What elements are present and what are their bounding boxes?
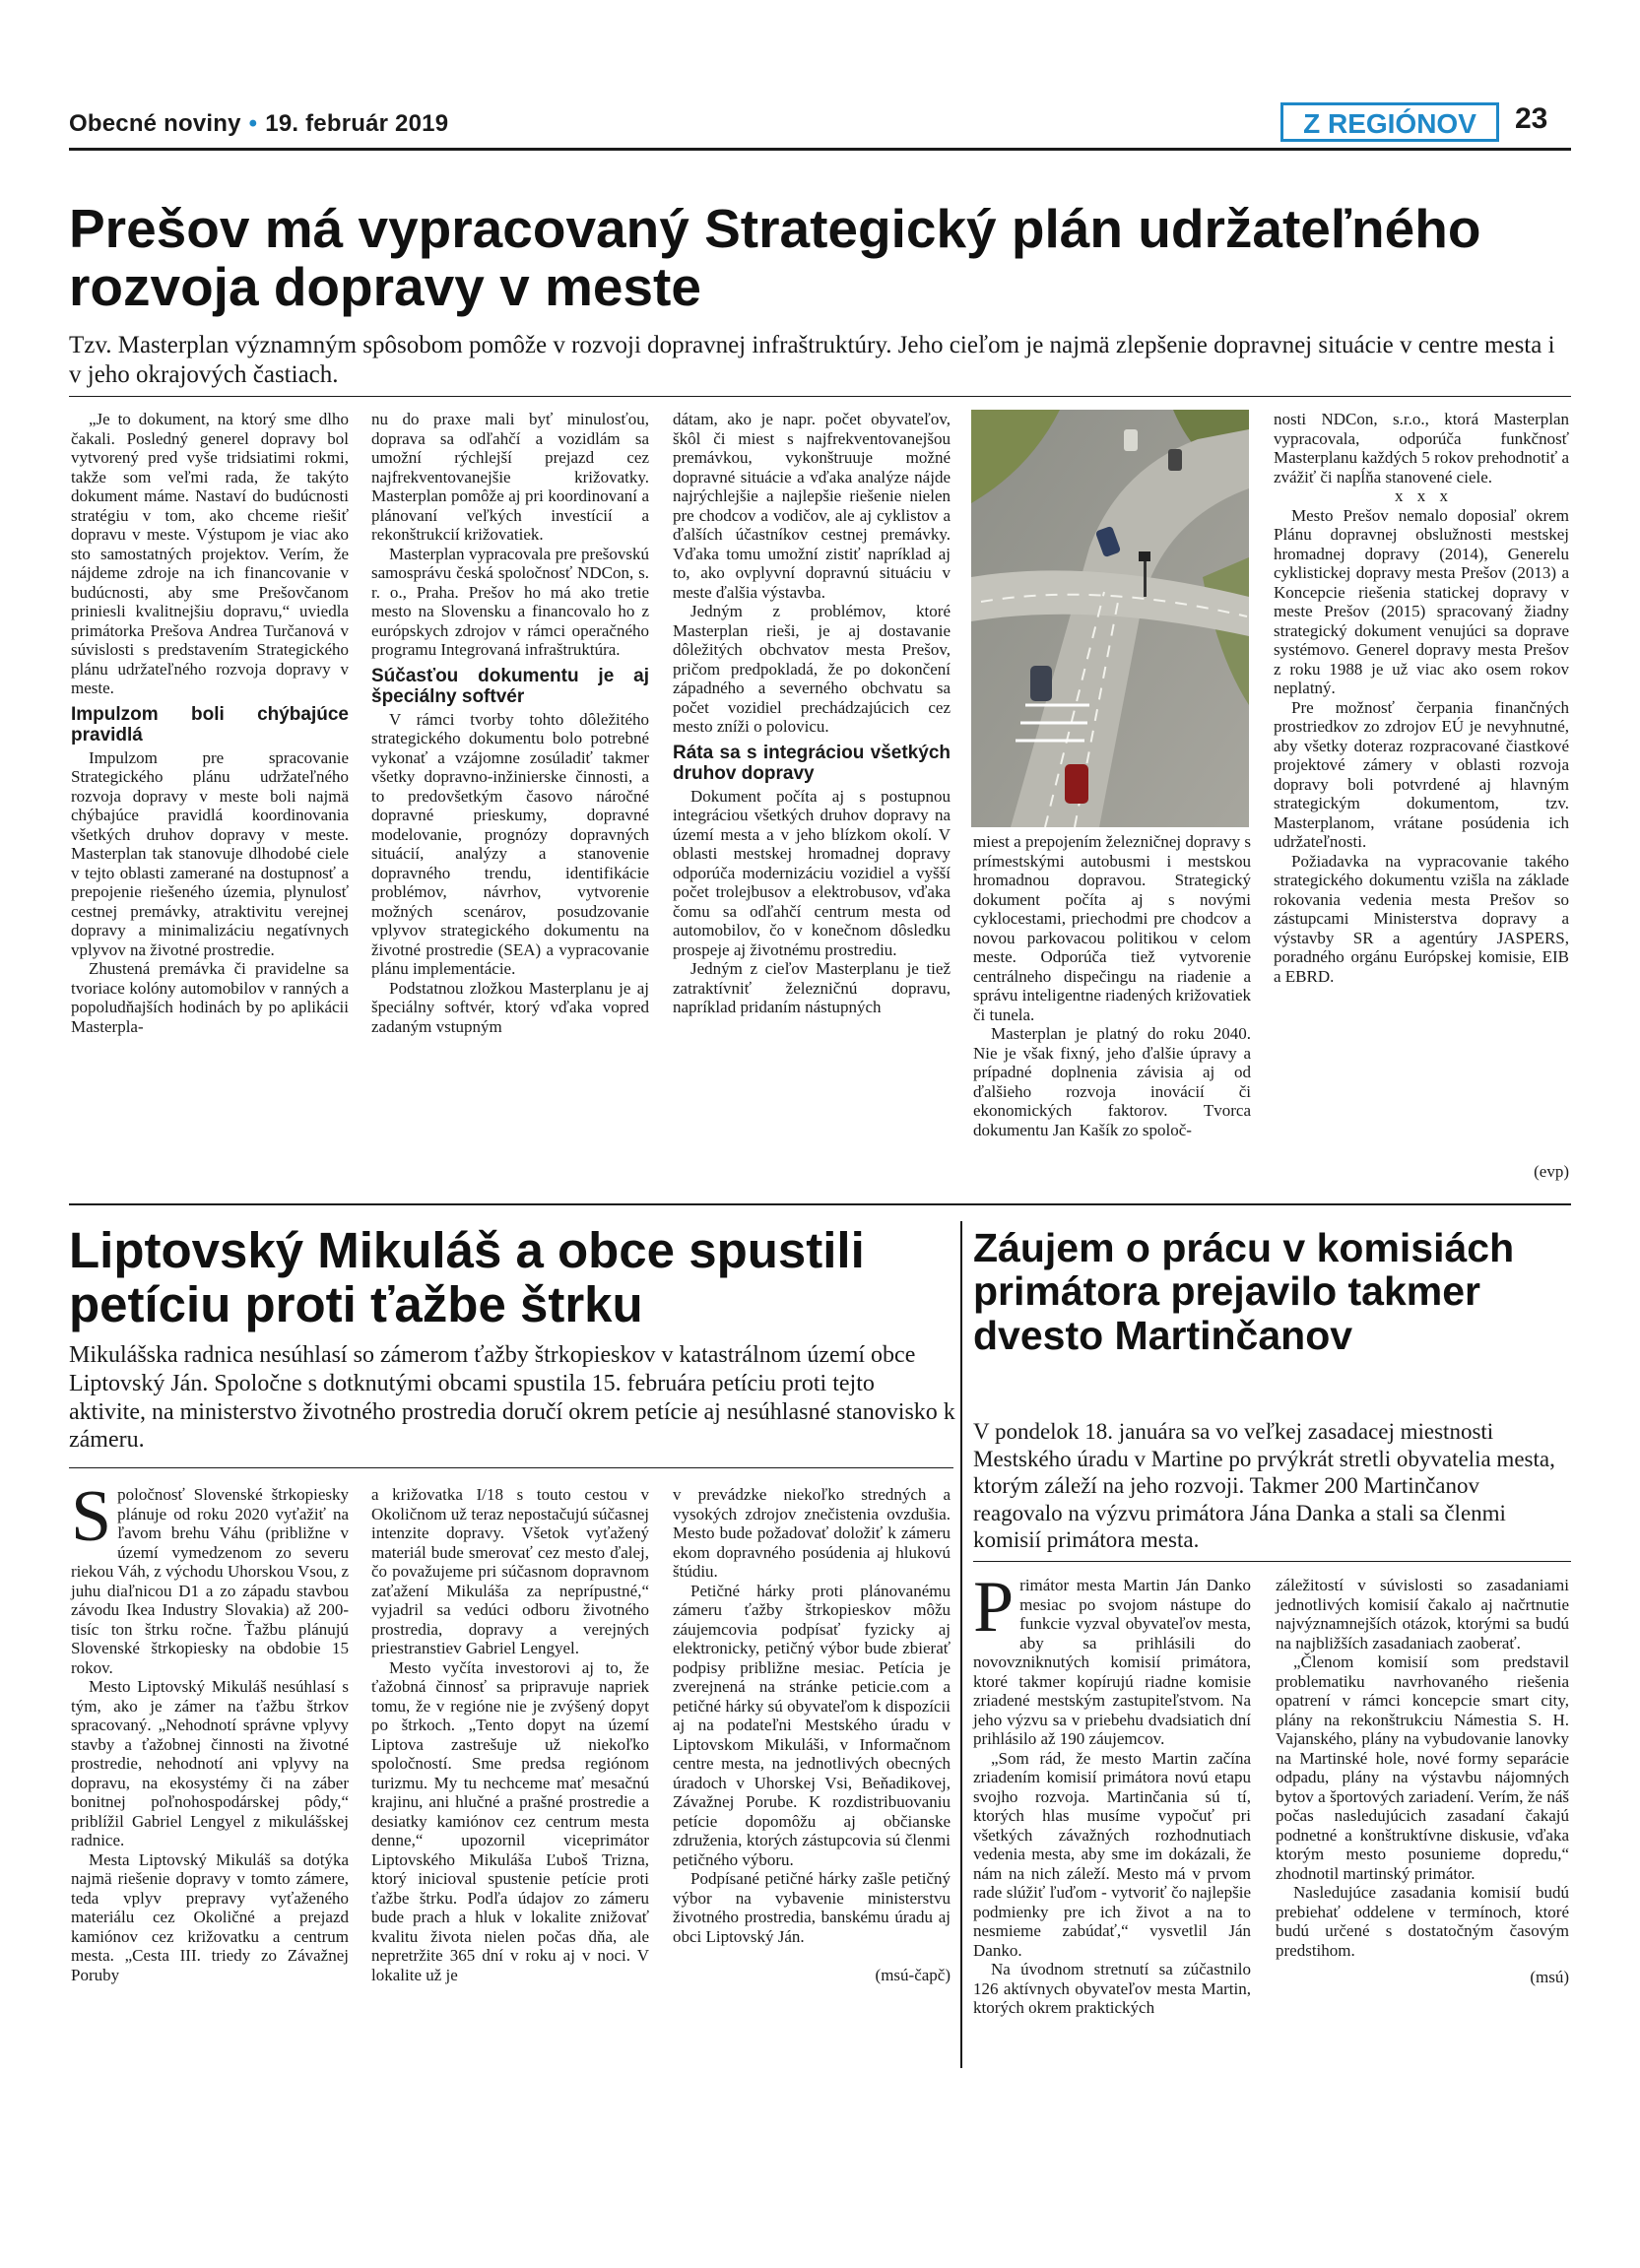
paragraph: záležitostí v súvislosti so zasadaniami jednotlivých komisií čakalo aj načrtnutie najvýznamnejších otázok, ktorými sa budú na najbližších zasadaniach zaoberať. — [1276, 1576, 1569, 1652]
article3-lead: V pondelok 18. januára sa vo veľkej zasadacej miestnosti Mestského úradu v Martine po prvýkrát stretli obyvatelia mesta, ktorým záleží na jeho rozvoji. Takmer 200 Martinčanov reagovalo na výzvu primátora Jána Danka a stali sa členmi komisií primátora mesta. — [973, 1419, 1555, 1553]
article3-column-1 — [973, 1567, 1251, 2018]
paragraph: nosti NDCon, s.r.o., ktorá Masterplan vypracovala, odporúča funkčnosť Masterplanu každých 5 rokov prehodnotiť a zvážiť či napĺňa stanovené ciele. — [1274, 410, 1569, 486]
paragraph: Masterplan je platný do roku 2040. Nie je však fixný, jeho ďalšie úpravy a prípadné doplnenia závisia aj od ďalšieho rozvoja inovácií či ekonomických faktorov. Tvorca dokumentu Jan Kašík zo spoloč- — [973, 1024, 1251, 1139]
paragraph: miest a prepojením železničnej dopravy s prímestskými autobusmi i mestskou hromadnou dopravou. Strategický dokument počíta aj s novými cyklocestami, priechodmi pre chodcov a novou parkovacou politikou v celom meste. Odporúča tiež vytvorenie centrálneho dispečingu na riadenie a správu inteligentne riadených križovatiek či tunela. — [973, 832, 1251, 1024]
subheading: Súčasťou dokumentu je aj špeciálny softvér — [371, 665, 649, 707]
article1-lead-rule — [69, 396, 1571, 397]
paragraph: Impulzom pre spracovanie Strategického plánu udržateľného rozvoja dopravy v meste boli najmä chýbajúce pravidlá koordinovania všetkých druhov dopravy v meste. Masterplan tak stanovuje dlhodobé ciele v tejto oblasti zamerané na dostupnosť a prepojenie riešeného územia, plynulosť cestnej premávky, atraktivitu verejnej dopravy a minimalizáciu negatívnych vplyvov na životné prostredie. — [71, 747, 349, 959]
column-divider — [960, 1221, 962, 2068]
paragraph: Dokument počíta aj s postupnou integráciou všetkých druhov dopravy na území mesta a v jeho blízkom okolí. V oblasti mestskej hromadnej dopravy odporúča modernizáciu vozidiel a vyšší počet trolejbusov a elektrobusov, vďaka čomu sa odľahčí centrum mesta od automobilov, čo v konečnom dôsledku prospeje aj životnému prostrediu. — [673, 786, 951, 959]
article3-column-2 — [1276, 1576, 1569, 1987]
header-rule — [69, 148, 1571, 151]
article2-column-3 — [673, 1485, 951, 1985]
article1-column-5 — [1274, 410, 1569, 986]
paragraph: v prevádzke niekoľko stredných a vysokých zdrojov znečistenia ovzdušia. Mesto bude požadovať doložiť k zámeru ekom dopravného posúdenia aj hlukovú štúdiu. — [673, 1485, 951, 1581]
article1-lead: Tzv. Masterplan významným spôsobom pomôže v rozvoji dopravnej infraštruktúry. Jeho cieľom je najmä zlepšenie dopravnej situácie v centre mesta i v jeho okrajových častiach. — [69, 332, 1555, 388]
paragraph: Mesto vyčíta investorovi aj to, že ťažobná činnosť sa pripravuje napriek tomu, že v regióne nie je zvýšený dopyt po štrkoch. „Tento dopyt na území Liptova zastrešuje už niekoľko spoločností. Sme predsa regiónom turizmu. My tu nechceme mať mesačnú krajinu, ani hlučné a prašné prostredie a desiatky kamiónov cez centrum mesta denne,“ upozornil viceprimátor Liptovského Mikuláša Ľuboš Trizna, ktorý inicioval spustenie petície proti ťažbe štrku. Podľa údajov zo zámeru bude prach a hluk v lokalite znižovať kvalitu života nielen počas dňa, ale nepretržite 365 dní v roku aj v noci. V lokalite už je — [371, 1657, 649, 1984]
paragraph: Zhustená premávka či pravidelne sa tvoriace kolóny automobilov v ranných a popoludňajších hodinách by po aplikácii Masterpla- — [71, 959, 349, 1036]
article1-column-2 — [371, 410, 649, 1036]
page-number: 23 — [1515, 102, 1548, 135]
paragraph: Jedným z problémov, ktoré Masterplan rieši, je aj dostavanie dôležitých obchvatov mesta Prešov, pričom predpokladá, že po dokončení západného a severného obchvatu sa počet vozidiel prechádzajúcich cez mesto zníži o polovicu. — [673, 602, 951, 736]
paragraph: Pre možnosť čerpania finančných prostriedkov zo zdrojov EÚ je nevyhnutné, aby všetky doteraz rozpracované čiastkové projektové zámery v oblasti rozvoja dopravy boli potvrdené aj hlavným strategickým dokumentom, tzv. Masterplanom, vrátane posúdenia ich udržateľnosti. — [1274, 697, 1569, 851]
road-intersection-photo-svg — [971, 410, 1249, 827]
paragraph: „Členom komisií som predstavil problematiku navrhovaného riešenia opatrení v rámci koncepcie smart city, plány na rekonštrukciu Námestia S. H. Vajanského, plány na vybudovanie lanovky na Martinské hole, nové formy separácie odpadu, plány na výstavbu nájomných bytov a športových zariadení. Verím, že náš počas nasledujúcich zasadaní čakajú podnetné a konštruktívne diskusie, vďaka ktorým mesto posunieme dopredu,“ zhodnotil martinský primátor. — [1276, 1652, 1569, 1883]
article2-column-1 — [71, 1476, 349, 1984]
paragraph: Podpísané petičné hárky zašle petičný výbor na vybavenie ministerstvu životného prostredia, banskému úradu aj obci Liptovský Ján. — [673, 1869, 951, 1946]
section-tag: Z REGIÓNOV — [1280, 102, 1499, 142]
paragraph: rimátor mesta Martin Ján Danko mesiac po svojom nástupe do funkcie vyzval obyvateľov mesta, aby sa prihlásili do novovzniknutých komisií primátora, ktoré takmer kopírujú riadne komisie zriadené mestským zastupiteľstvom. Na jeho výzvu sa v priebehu dvadsiatich dní prihlásilo až 190 záujemcov. — [973, 1576, 1251, 1748]
paragraph: nu do praxe mali byť minulosťou, doprava sa odľahčí a vozidlám sa umožní rýchlejší prejazd cez najfrekventovanejšie križovatky. Masterplan pomôže aj pri koordinovaní a plánovaní veľkých investícií a rekonštrukcií križovatiek. — [371, 410, 649, 544]
paragraph: Podstatnou zložkou Masterplanu je aj špeciálny softvér, ktorý vďaka vopred zadaným vstupným — [371, 978, 649, 1036]
article2-title: Liptovský Mikuláš a obce spustili petíciu proti ťažbe štrku — [69, 1222, 865, 1333]
separator: x x x — [1395, 486, 1448, 505]
paragraph: Jedným z cieľov Masterplanu je tiež zatraktívniť železničnú dopravu, napríklad pridaním nástupných — [673, 959, 951, 1016]
drop-cap: P — [973, 1567, 1015, 1648]
article2-column-2 — [371, 1485, 649, 1984]
paragraph: Masterplan vypracovala pre prešovskú samosprávu česká spoločnosť NDCon, s. r. o., Praha. Prešov ho má ako tretie mesto na Slovensku a financovalo ho z európskych zdrojov v rámci operačného programu Integrovaná infraštruktúra. — [371, 544, 649, 659]
article2-lead-rule — [69, 1467, 953, 1468]
paragraph: dátam, ako je napr. počet obyvateľov, škôl či miest s najfrekventovanejšou premávkou, vykonštruuje možné dopravné situácie a vďaka analýze nájde najrýchlejšie a najlepšie riešenie nielen pre chodcov a vodičov, ale aj cyklistov a ďalších účastníkov cestnej premávky. Vďaka tomu umožní zistiť napríklad aj to, ako ovplyvní dopravnú situáciu v meste ďalšia výstavba. — [673, 410, 951, 602]
drop-cap: S — [71, 1476, 112, 1557]
road-intersection-photo — [971, 410, 1249, 827]
article3-title: Záujem o prácu v komisiách primátora prejavilo takmer dvesto Martinčanov — [973, 1225, 1515, 1358]
article-separator-rule — [69, 1203, 1571, 1205]
paragraph: poločnosť Slovenské štrkopiesky plánuje od roku 2020 vyťažiť na ľavom brehu Váhu (približne v území vymedzenom zo severu riekou Váh, z východu Uhorskou Vsou, z juhu diaľnicou D1 a zo západu stavbou závodu Ikea Industry Slovakia) až 200-tisíc ton štrku ročne. Ťažbu plánujú Slovenské štrkopiesky na obdobie 15 rokov. — [71, 1485, 349, 1677]
article2-signature: (msú-čapč) — [875, 1966, 951, 1984]
article1-signature: (evp) — [1534, 1162, 1569, 1181]
masthead — [69, 110, 448, 138]
bullet-dot: • — [248, 110, 258, 137]
article1-title: Prešov má vypracovaný Strategický plán udržateľného rozvoja dopravy v meste — [69, 198, 1481, 318]
paragraph: Na úvodnom stretnutí sa zúčastnilo 126 aktívnych obyvateľov mesta Martin, ktorých okrem praktických — [973, 1960, 1251, 2017]
article3-lead-rule — [973, 1561, 1571, 1562]
paragraph: Požiadavka na vypracovanie takého strategického dokumentu vzišla na základe rokovania vedenia mesta Prešov so zástupcami Ministerstva dopravy a výstavby SR a agentúry JASPERS, poradného orgánu Európskej komisie, EIB a EBRD. — [1274, 851, 1569, 986]
article3-signature: (msú) — [1530, 1968, 1569, 1986]
subheading: Impulzom boli chýbajúce pravidlá — [71, 703, 349, 745]
paragraph: Nasledujúce zasadania komisií budú prebiehať oddelene v termínoch, ktoré budú určené s dostatočným časovým predstihom. — [1276, 1883, 1569, 1960]
paragraph: V rámci tvorby tohto dôležitého strategického dokumentu bolo potrebné vykonať a vzájomne zosúladiť takmer všetky dopravno-inžinierske činnosti, a to predovšetkým časovo náročné dopravné prieskumy, dopravné modelovanie, prognózy dopravných situácií, analýzy a stanovenie dopravného trendu, identifikácie problémov, návrhov, vytvorenie možných scenárov, posudzovanie vplyvov strategického dokumentu na životné prostredie (SEA) a vypracovanie plánu implementácie. — [371, 709, 649, 978]
article1-column-3 — [673, 410, 951, 1017]
paragraph: Petičné hárky proti plánovanému zámeru ťažby štrkopieskov môžu záujemcovia podpísať fyzicky aj elektronicky, petičný výbor bude zbierať podpisy približne mesiac. Petícia je zverejnená na stránke peticie.com a petičné hárky sú obyvateľom k dispozícii aj na podateľni Mestského úradu v Liptovskom Mikuláši, v Informačnom centre mesta, na jednotlivých obecných úradoch v Uhorskej Vsi, Beňadikovej, Závažnej Porube. K rozdistribuovaniu petície dopomôžu aj občianske združenia, ktorých zástupcovia sú členmi petičného výboru. — [673, 1581, 951, 1869]
paragraph: Mesto Prešov nemalo doposiaľ okrem Plánu dopravnej obslužnosti mestskej hromadnej dopravy (2014), Generelu cyklistickej dopravy mesta Prešov (2013) a Koncepcie riešenia statickej dopravy v meste Prešov (2015) spracovaný žiadny strategický dokument venujúci sa doprave systémovo. Generel dopravy mesta Prešov z roku 1988 je už viac ako osem rokov neplatný. — [1274, 505, 1569, 697]
paper-name: Obecné noviny — [69, 110, 241, 137]
paragraph: a križovatka I/18 s touto cestou v Okoličnom už teraz nepostačujú súčasnej intenzite dopravy. Všetok vyťažený materiál bude smerovať cez mesto ďalej, čo považujeme pri súčasnom dopravnom zaťažení Mikuláša za neprípustné,“ vyjadril sa vedúci odboru životného prostredia, dopravy a verejných priestranstiev Gabriel Lengyel. — [371, 1485, 649, 1657]
issue-date: 19. február 2019 — [265, 110, 449, 137]
paragraph: „Som rád, že mesto Martin začína zriadením komisií primátora novú etapu svojho rozvoja. Martinčania sú tí, ktorých hlas musíme vypočuť pri všetkých závažných rozhodnutiach vedenia mesta, aby sme im dokázali, že nám na nich záleží. Mesto má v prvom rade slúžiť ľuďom - vytvoriť čo najlepšie podmienky pre ich život a na to nesmieme zabúdať,“ vysvetlil Ján Danko. — [973, 1748, 1251, 1960]
paragraph: „Je to dokument, na ktorý sme dlho čakali. Posledný generel dopravy bol vytvorený pred vyše tridsiatimi rokmi, takže som veľmi rada, že takýto dokument máme. Nastaví do budúcnosti stratégiu v tom, ako chceme riešiť dopravu v meste. Výstupom je viac ako sto samostatných projektov. Verím, že nájdeme zdroje na ich financovanie v budúcnosti, aby sme Prešovčanom priniesli kvalitnejšiu dopravu,“ uviedla primátorka Prešova Andrea Turčanová v súvislosti s predstavením Strategického plánu udržateľného rozvoja dopravy v meste. — [71, 410, 349, 697]
paragraph: Mesto Liptovský Mikuláš nesúhlasí s tým, ako je zámer na ťažbu štrkov spracovaný. „Nehodnotí správne vplyvy stavby a ťažobnej činnosti na životné prostredie, nehodnotí ani vplyvy na dopravu, na ekosystémy či na záber bonitnej poľnohospodárskej pôdy,“ priblížil Gabriel Lengyel z mikulášskej radnice. — [71, 1677, 349, 1849]
paragraph: Mesta Liptovský Mikuláš sa dotýka najmä riešenie dopravy v tomto zámere, teda vplyv prepravy vyťaženého materiálu cez Okoličné a prejazd kamiónov cez križovatku a centrum mesta. „Cesta III. triedy zo Závažnej Poruby — [71, 1849, 349, 1984]
article1-column-4 — [973, 832, 1251, 1139]
subheading: Ráta sa s integráciou všetkých druhov dopravy — [673, 742, 951, 784]
article1-column-1 — [71, 410, 349, 1036]
article2-lead: Mikulášska radnica nesúhlasí so zámerom ťažby štrkopieskov v katastrálnom území obce Liptovský Ján. Spoločne s dotknutými obcami spustila 15. februára petíciu proti tejto aktivite, na ministerstvo životného prostredia doručí okrem petície aj nesúhlasné stanovisko k zámeru. — [69, 1342, 955, 1454]
